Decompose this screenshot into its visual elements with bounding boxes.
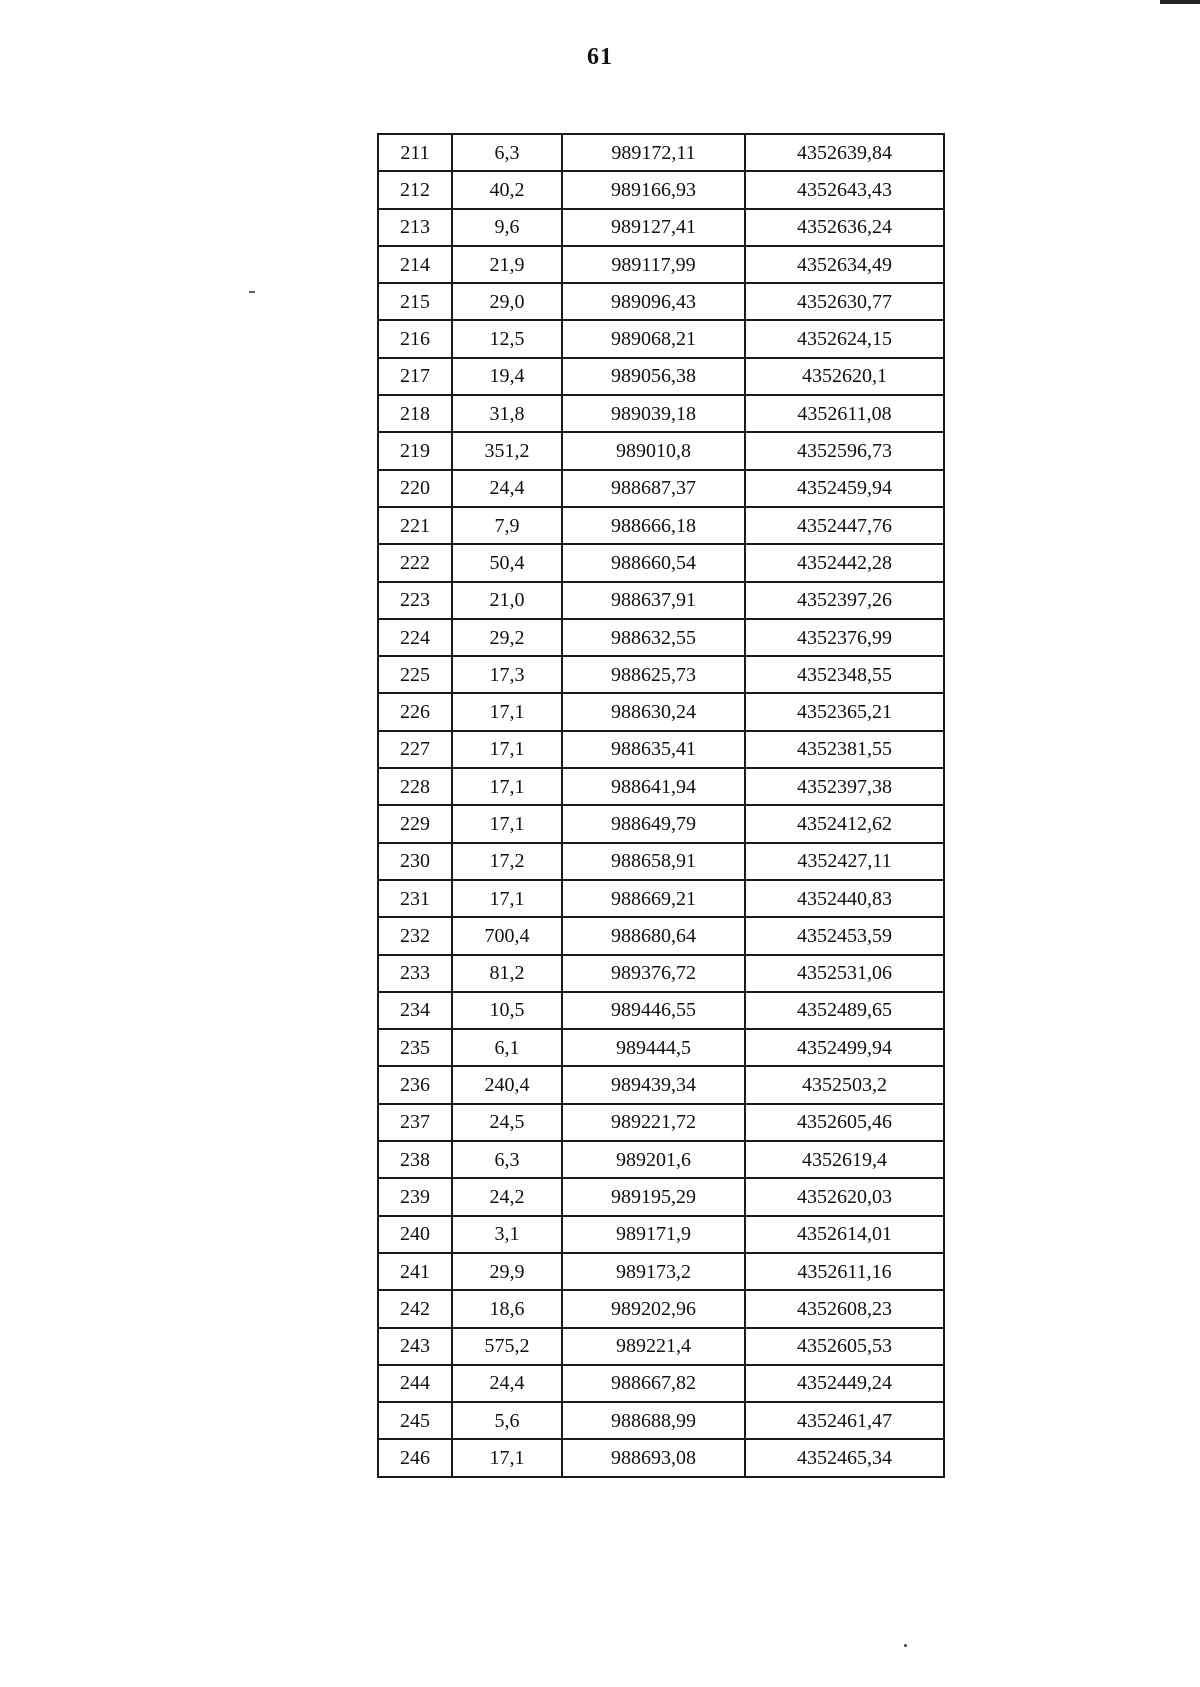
table-row xyxy=(378,358,944,395)
x-coordinate-cell: 989201,6 xyxy=(562,1141,745,1178)
length-cell: 17,1 xyxy=(452,805,562,842)
table-row xyxy=(378,320,944,357)
table-row xyxy=(378,582,944,619)
length-cell: 24,5 xyxy=(452,1104,562,1141)
point-number-cell: 245 xyxy=(378,1402,452,1439)
point-number-cell: 225 xyxy=(378,656,452,693)
point-number-cell: 230 xyxy=(378,843,452,880)
length-cell: 81,2 xyxy=(452,955,562,992)
point-number-cell: 216 xyxy=(378,320,452,357)
point-number-cell: 246 xyxy=(378,1439,452,1476)
table-row xyxy=(378,805,944,842)
page-number: 61 xyxy=(587,44,613,70)
y-coordinate-cell: 4352620,1 xyxy=(745,358,944,395)
x-coordinate-cell: 989166,93 xyxy=(562,171,745,208)
point-number-cell: 214 xyxy=(378,246,452,283)
table-row xyxy=(378,1253,944,1290)
length-cell: 17,1 xyxy=(452,880,562,917)
length-cell: 50,4 xyxy=(452,544,562,581)
y-coordinate-cell: 4352639,84 xyxy=(745,134,944,171)
table-row xyxy=(378,470,944,507)
y-coordinate-cell: 4352397,26 xyxy=(745,582,944,619)
length-cell: 12,5 xyxy=(452,320,562,357)
y-coordinate-cell: 4352440,83 xyxy=(745,880,944,917)
length-cell: 6,3 xyxy=(452,134,562,171)
x-coordinate-cell: 988660,54 xyxy=(562,544,745,581)
table-row xyxy=(378,134,944,171)
table-row xyxy=(378,880,944,917)
table-row xyxy=(378,395,944,432)
y-coordinate-cell: 4352461,47 xyxy=(745,1402,944,1439)
x-coordinate-cell: 989096,43 xyxy=(562,283,745,320)
point-number-cell: 211 xyxy=(378,134,452,171)
y-coordinate-cell: 4352614,01 xyxy=(745,1216,944,1253)
x-coordinate-cell: 989068,21 xyxy=(562,320,745,357)
length-cell: 40,2 xyxy=(452,171,562,208)
x-coordinate-cell: 989195,29 xyxy=(562,1178,745,1215)
y-coordinate-cell: 4352643,43 xyxy=(745,171,944,208)
table-row xyxy=(378,955,944,992)
table-row xyxy=(378,432,944,469)
length-cell: 575,2 xyxy=(452,1328,562,1365)
point-number-cell: 224 xyxy=(378,619,452,656)
point-number-cell: 223 xyxy=(378,582,452,619)
table-row xyxy=(378,209,944,246)
table-row xyxy=(378,283,944,320)
y-coordinate-cell: 4352619,4 xyxy=(745,1141,944,1178)
table-row xyxy=(378,917,944,954)
y-coordinate-cell: 4352449,24 xyxy=(745,1365,944,1402)
x-coordinate-cell: 989202,96 xyxy=(562,1290,745,1327)
x-coordinate-cell: 989376,72 xyxy=(562,955,745,992)
point-number-cell: 242 xyxy=(378,1290,452,1327)
point-number-cell: 219 xyxy=(378,432,452,469)
table-row xyxy=(378,693,944,730)
length-cell: 17,3 xyxy=(452,656,562,693)
x-coordinate-cell: 989221,4 xyxy=(562,1328,745,1365)
table-row xyxy=(378,731,944,768)
x-coordinate-cell: 989039,18 xyxy=(562,395,745,432)
y-coordinate-cell: 4352381,55 xyxy=(745,731,944,768)
length-cell: 17,1 xyxy=(452,731,562,768)
table-row xyxy=(378,507,944,544)
length-cell: 3,1 xyxy=(452,1216,562,1253)
y-coordinate-cell: 4352605,46 xyxy=(745,1104,944,1141)
y-coordinate-cell: 4352624,15 xyxy=(745,320,944,357)
x-coordinate-cell: 988637,91 xyxy=(562,582,745,619)
x-coordinate-cell: 989446,55 xyxy=(562,992,745,1029)
length-cell: 21,0 xyxy=(452,582,562,619)
length-cell: 9,6 xyxy=(452,209,562,246)
point-number-cell: 213 xyxy=(378,209,452,246)
point-number-cell: 231 xyxy=(378,880,452,917)
x-coordinate-cell: 989444,5 xyxy=(562,1029,745,1066)
x-coordinate-cell: 988625,73 xyxy=(562,656,745,693)
length-cell: 10,5 xyxy=(452,992,562,1029)
y-coordinate-cell: 4352620,03 xyxy=(745,1178,944,1215)
y-coordinate-cell: 4352365,21 xyxy=(745,693,944,730)
table-row xyxy=(378,544,944,581)
y-coordinate-cell: 4352348,55 xyxy=(745,656,944,693)
point-number-cell: 212 xyxy=(378,171,452,208)
table-row xyxy=(378,843,944,880)
y-coordinate-cell: 4352427,11 xyxy=(745,843,944,880)
x-coordinate-cell: 988630,24 xyxy=(562,693,745,730)
table-row xyxy=(378,1029,944,1066)
point-number-cell: 237 xyxy=(378,1104,452,1141)
point-number-cell: 218 xyxy=(378,395,452,432)
table-row xyxy=(378,1402,944,1439)
x-coordinate-cell: 988687,37 xyxy=(562,470,745,507)
y-coordinate-cell: 4352442,28 xyxy=(745,544,944,581)
y-coordinate-cell: 4352376,99 xyxy=(745,619,944,656)
point-number-cell: 235 xyxy=(378,1029,452,1066)
x-coordinate-cell: 988641,94 xyxy=(562,768,745,805)
length-cell: 24,4 xyxy=(452,1365,562,1402)
x-coordinate-cell: 989056,38 xyxy=(562,358,745,395)
y-coordinate-cell: 4352503,2 xyxy=(745,1066,944,1103)
x-coordinate-cell: 988666,18 xyxy=(562,507,745,544)
x-coordinate-cell: 989171,9 xyxy=(562,1216,745,1253)
point-number-cell: 232 xyxy=(378,917,452,954)
x-coordinate-cell: 989221,72 xyxy=(562,1104,745,1141)
table-row xyxy=(378,1439,944,1476)
table-row xyxy=(378,1328,944,1365)
length-cell: 17,1 xyxy=(452,768,562,805)
table-row xyxy=(378,246,944,283)
y-coordinate-cell: 4352499,94 xyxy=(745,1029,944,1066)
x-coordinate-cell: 988693,08 xyxy=(562,1439,745,1476)
x-coordinate-cell: 988635,41 xyxy=(562,731,745,768)
y-coordinate-cell: 4352596,73 xyxy=(745,432,944,469)
length-cell: 29,0 xyxy=(452,283,562,320)
coordinates-table-body xyxy=(378,134,944,1477)
x-coordinate-cell: 988649,79 xyxy=(562,805,745,842)
table-row xyxy=(378,619,944,656)
point-number-cell: 220 xyxy=(378,470,452,507)
point-number-cell: 241 xyxy=(378,1253,452,1290)
x-coordinate-cell: 989010,8 xyxy=(562,432,745,469)
x-coordinate-cell: 989172,11 xyxy=(562,134,745,171)
x-coordinate-cell: 989439,34 xyxy=(562,1066,745,1103)
length-cell: 24,2 xyxy=(452,1178,562,1215)
point-number-cell: 243 xyxy=(378,1328,452,1365)
x-coordinate-cell: 988658,91 xyxy=(562,843,745,880)
length-cell: 7,9 xyxy=(452,507,562,544)
y-coordinate-cell: 4352636,24 xyxy=(745,209,944,246)
table-row xyxy=(378,1365,944,1402)
x-coordinate-cell: 988688,99 xyxy=(562,1402,745,1439)
y-coordinate-cell: 4352412,62 xyxy=(745,805,944,842)
y-coordinate-cell: 4352531,06 xyxy=(745,955,944,992)
y-coordinate-cell: 4352397,38 xyxy=(745,768,944,805)
y-coordinate-cell: 4352608,23 xyxy=(745,1290,944,1327)
point-number-cell: 226 xyxy=(378,693,452,730)
point-number-cell: 240 xyxy=(378,1216,452,1253)
length-cell: 31,8 xyxy=(452,395,562,432)
table-row xyxy=(378,1104,944,1141)
table-row xyxy=(378,171,944,208)
table-row xyxy=(378,992,944,1029)
x-coordinate-cell: 988632,55 xyxy=(562,619,745,656)
length-cell: 6,3 xyxy=(452,1141,562,1178)
x-coordinate-cell: 988680,64 xyxy=(562,917,745,954)
length-cell: 5,6 xyxy=(452,1402,562,1439)
length-cell: 351,2 xyxy=(452,432,562,469)
length-cell: 17,2 xyxy=(452,843,562,880)
point-number-cell: 221 xyxy=(378,507,452,544)
length-cell: 240,4 xyxy=(452,1066,562,1103)
x-coordinate-cell: 989117,99 xyxy=(562,246,745,283)
x-coordinate-cell: 989173,2 xyxy=(562,1253,745,1290)
point-number-cell: 236 xyxy=(378,1066,452,1103)
point-number-cell: 217 xyxy=(378,358,452,395)
y-coordinate-cell: 4352465,34 xyxy=(745,1439,944,1476)
y-coordinate-cell: 4352459,94 xyxy=(745,470,944,507)
scan-speck xyxy=(249,291,255,293)
point-number-cell: 215 xyxy=(378,283,452,320)
table-row xyxy=(378,1178,944,1215)
point-number-cell: 227 xyxy=(378,731,452,768)
y-coordinate-cell: 4352611,16 xyxy=(745,1253,944,1290)
length-cell: 18,6 xyxy=(452,1290,562,1327)
point-number-cell: 234 xyxy=(378,992,452,1029)
y-coordinate-cell: 4352634,49 xyxy=(745,246,944,283)
length-cell: 29,2 xyxy=(452,619,562,656)
y-coordinate-cell: 4352611,08 xyxy=(745,395,944,432)
scan-speck xyxy=(904,1644,907,1647)
x-coordinate-cell: 988667,82 xyxy=(562,1365,745,1402)
table-row xyxy=(378,1216,944,1253)
length-cell: 17,1 xyxy=(452,1439,562,1476)
table-row xyxy=(378,1141,944,1178)
table-row xyxy=(378,656,944,693)
length-cell: 17,1 xyxy=(452,693,562,730)
length-cell: 6,1 xyxy=(452,1029,562,1066)
table-row xyxy=(378,1290,944,1327)
table-row xyxy=(378,768,944,805)
scan-edge-mark xyxy=(1160,0,1200,4)
x-coordinate-cell: 988669,21 xyxy=(562,880,745,917)
y-coordinate-cell: 4352630,77 xyxy=(745,283,944,320)
y-coordinate-cell: 4352453,59 xyxy=(745,917,944,954)
y-coordinate-cell: 4352447,76 xyxy=(745,507,944,544)
point-number-cell: 238 xyxy=(378,1141,452,1178)
length-cell: 21,9 xyxy=(452,246,562,283)
point-number-cell: 233 xyxy=(378,955,452,992)
y-coordinate-cell: 4352605,53 xyxy=(745,1328,944,1365)
y-coordinate-cell: 4352489,65 xyxy=(745,992,944,1029)
point-number-cell: 239 xyxy=(378,1178,452,1215)
coordinates-table xyxy=(377,133,945,1478)
point-number-cell: 244 xyxy=(378,1365,452,1402)
length-cell: 29,9 xyxy=(452,1253,562,1290)
table-row xyxy=(378,1066,944,1103)
point-number-cell: 222 xyxy=(378,544,452,581)
length-cell: 700,4 xyxy=(452,917,562,954)
length-cell: 24,4 xyxy=(452,470,562,507)
point-number-cell: 229 xyxy=(378,805,452,842)
x-coordinate-cell: 989127,41 xyxy=(562,209,745,246)
point-number-cell: 228 xyxy=(378,768,452,805)
length-cell: 19,4 xyxy=(452,358,562,395)
